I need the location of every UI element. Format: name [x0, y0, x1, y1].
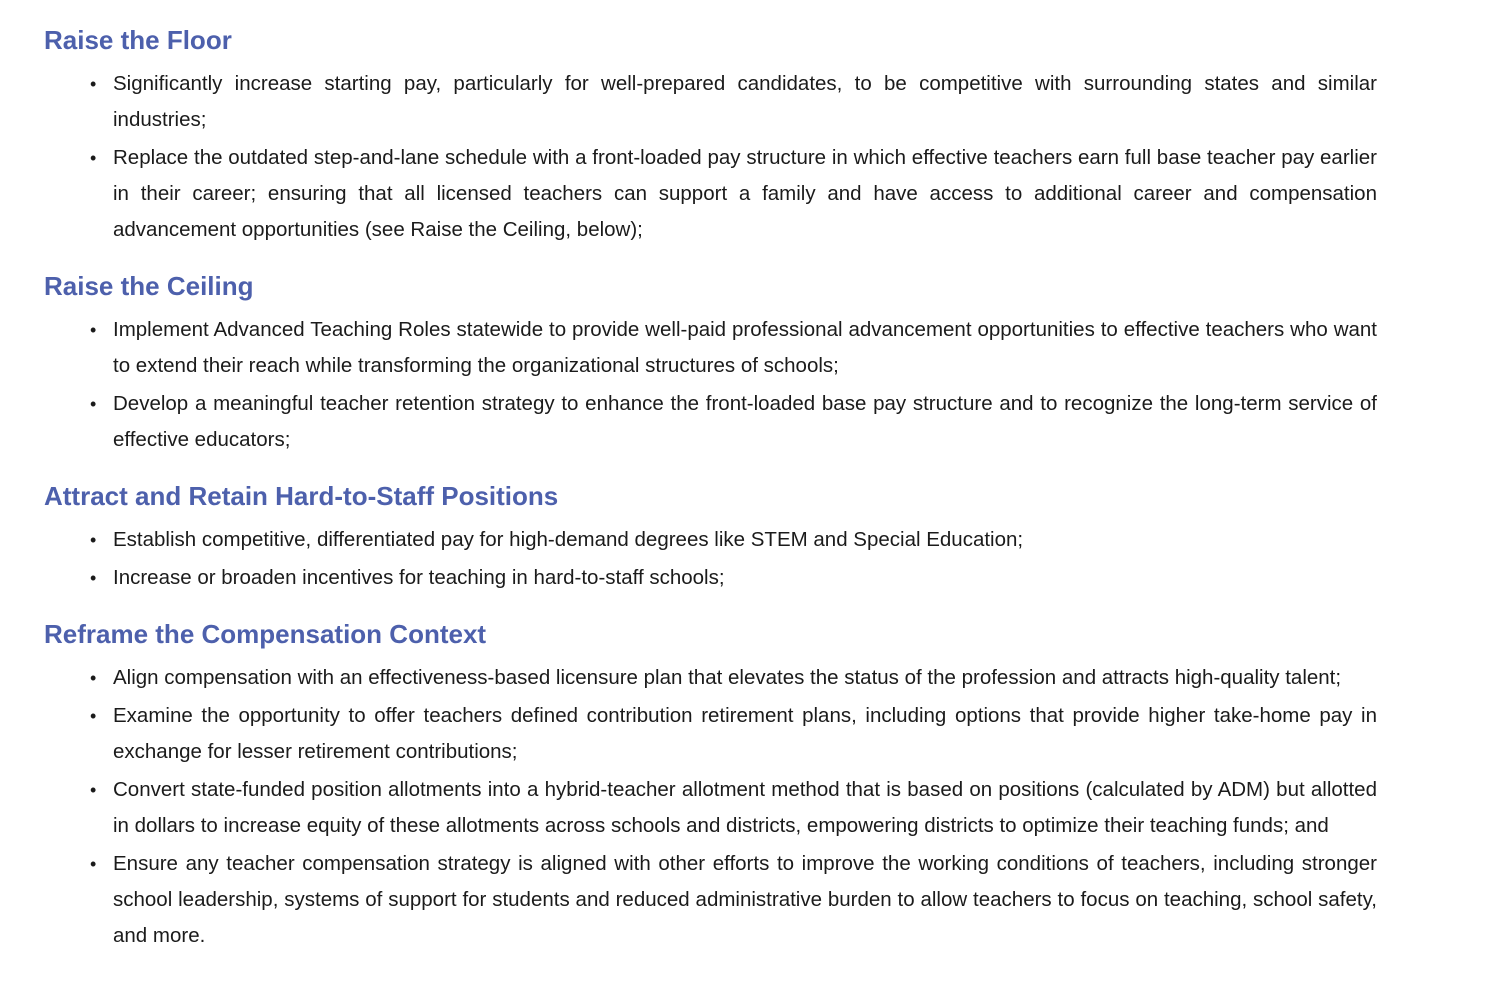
bullet-text: Replace the outdated step-and-lane schedule with a front-loaded pay structure in which effective teachers earn full base teacher pay earlier in their career; ensuring that all licensed teachers can support a family and have access to additional career and compensation advancement opportunities (see Raise the Ceiling, below);: [113, 146, 1377, 241]
bullet-list: [44, 522, 1377, 596]
bullet-item: [44, 660, 1377, 696]
bullet-list: [44, 66, 1377, 248]
bullet-icon: •: [90, 780, 97, 800]
bullet-icon: •: [90, 668, 97, 688]
bullet-icon: •: [90, 530, 97, 550]
bullet-icon: •: [90, 320, 97, 340]
bullet-text: Examine the opportunity to offer teachers defined contribution retirement plans, including options that provide higher take-home pay in exchange for lesser retirement contributions;: [113, 704, 1377, 763]
section-reframe-compensation-context: [44, 618, 1377, 954]
bullet-item: [44, 386, 1377, 458]
section-raise-the-ceiling: [44, 270, 1377, 458]
bullet-item: [44, 140, 1377, 248]
bullet-icon: •: [90, 568, 97, 588]
bullet-icon: •: [90, 706, 97, 726]
bullet-item: [44, 772, 1377, 844]
bullet-text: Significantly increase starting pay, particularly for well-prepared candidates, to be competitive with surrounding states and similar industries;: [113, 72, 1377, 131]
bullet-icon: •: [90, 74, 97, 94]
bullet-item: [44, 66, 1377, 138]
bullet-text: Align compensation with an effectiveness-based licensure plan that elevates the status of the profession and attracts high-quality talent;: [113, 666, 1342, 689]
bullet-text: Convert state-funded position allotments into a hybrid-teacher allotment method that is based on positions (calculated by ADM) but allotted in dollars to increase equity of these allotments across schools and districts, empowering districts to optimize their teaching funds; and: [113, 778, 1377, 837]
bullet-icon: •: [90, 394, 97, 414]
bullet-text: Implement Advanced Teaching Roles statewide to provide well-paid professional advancement opportunities to effective teachers who want to extend their reach while transforming the organizational structures of schools;: [113, 318, 1377, 377]
bullet-item: [44, 560, 1377, 596]
bullet-item: [44, 698, 1377, 770]
bullet-icon: •: [90, 854, 97, 874]
bullet-text: Increase or broaden incentives for teaching in hard-to-staff schools;: [113, 566, 725, 589]
bullet-list: [44, 660, 1377, 954]
bullet-list: [44, 312, 1377, 458]
section-heading: Raise the Floor: [44, 25, 232, 55]
section-attract-retain-hard-to-staff: [44, 480, 1377, 596]
bullet-text: Establish competitive, differentiated pay for high-demand degrees like STEM and Special Education;: [113, 528, 1024, 551]
section-heading: Raise the Ceiling: [44, 271, 254, 301]
section-heading: Reframe the Compensation Context: [44, 619, 487, 649]
bullet-text: Develop a meaningful teacher retention strategy to enhance the front-loaded base pay structure and to recognize the long-term service of effective educators;: [113, 392, 1377, 451]
section-heading: Attract and Retain Hard-to-Staff Positions: [44, 481, 559, 511]
bullet-item: [44, 846, 1377, 954]
bullet-item: [44, 522, 1377, 558]
bullet-text: Ensure any teacher compensation strategy is aligned with other efforts to improve the working conditions of teachers, including stronger school leadership, systems of support for students and reduced administrative burden to allow teachers to focus on teaching, school safety, and more.: [113, 852, 1377, 947]
bullet-item: [44, 312, 1377, 384]
section-raise-the-floor: [44, 24, 1377, 248]
bullet-icon: •: [90, 148, 97, 168]
